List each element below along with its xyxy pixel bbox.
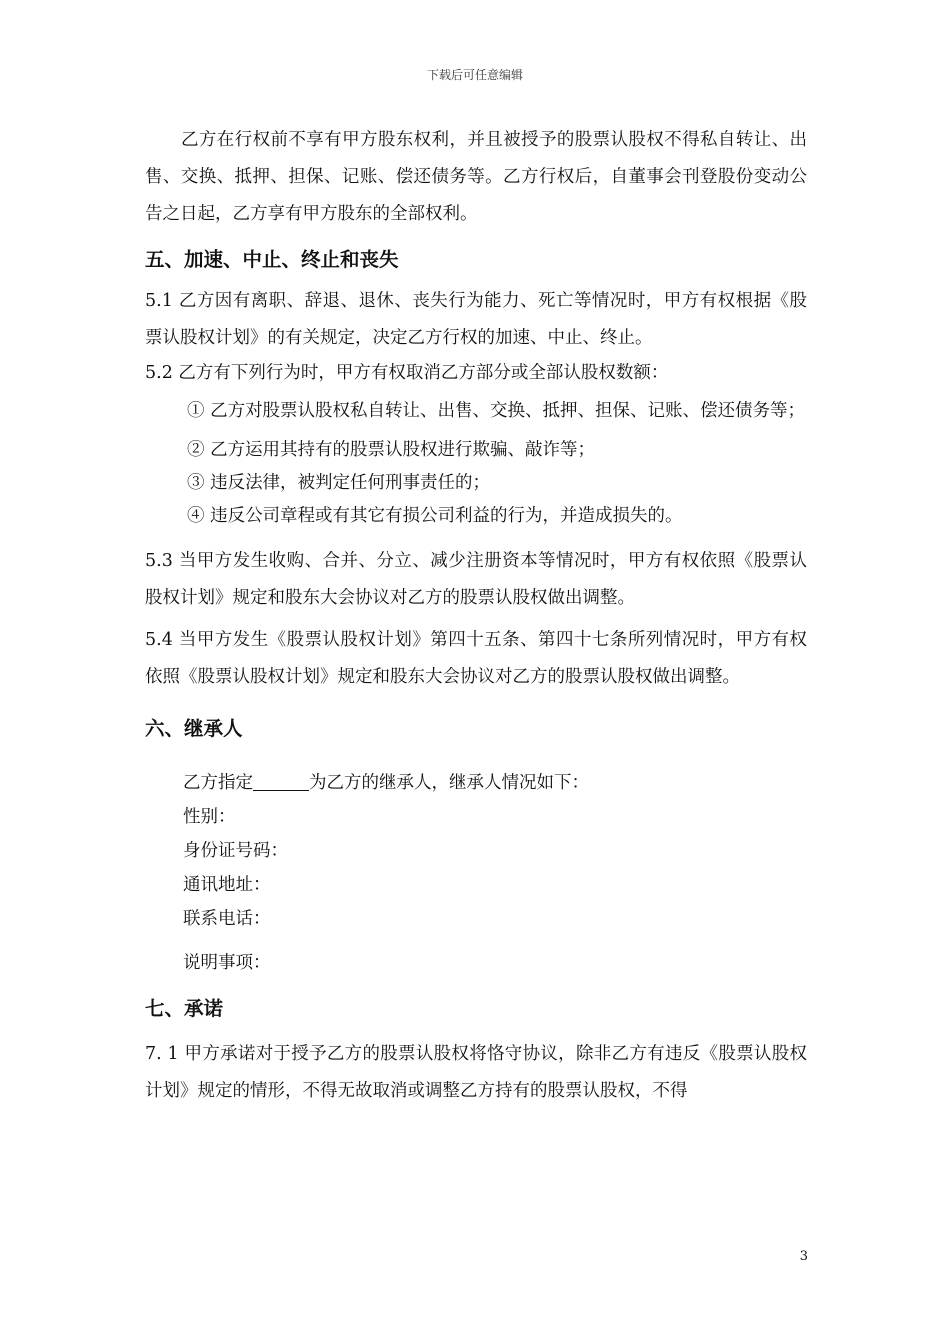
section-6-heading: 六、继承人: [145, 717, 243, 740]
clause-7-1: 7. 1 甲方承诺对于授予乙方的股票认股权将恪守协议，除非乙方有违反《股票认股权计划》规定的情形，不得无故取消或调整乙方持有的股票认股权，不得: [145, 1044, 807, 1101]
clause-5-2-item-2: ② 乙方运用其持有的股票认股权进行欺骗、敲诈等；: [187, 440, 596, 460]
heir-notes-field: 说明事项：: [183, 953, 271, 973]
section-7-heading: 七、承诺: [145, 997, 224, 1020]
heir-gender-field: 性别：: [183, 807, 236, 827]
document-body: [145, 120, 807, 1110]
heir-name-blank: [253, 770, 309, 791]
clause-5-4: 5.4 当甲方发生《股票认股权计划》第四十五条、第四十七条所列情况时，甲方有权依照《股票认股权计划》规定和股东大会协议对乙方的股票认股权做出调整。: [145, 630, 807, 687]
clause-5-2: 5.2 乙方有下列行为时，甲方有权取消乙方部分或全部认股权数额：: [145, 363, 669, 383]
heir-address-field: 通讯地址：: [183, 875, 271, 895]
clause-5-2-item-3: ③ 违反法律，被判定任何刑事责任的；: [187, 473, 491, 493]
clause-5-2-item-4: ④ 违反公司章程或有其它有损公司利益的行为，并造成损失的。: [187, 506, 683, 526]
section-5-heading: 五、加速、中止、终止和丧失: [145, 248, 399, 271]
heir-designation: [145, 766, 807, 800]
page-number: 3: [799, 1249, 808, 1264]
page-header: 下载后可任意编辑: [426, 68, 523, 82]
heir-phone-field: 联系电话：: [183, 909, 271, 929]
clause-5-3: 5.3 当甲方发生收购、合并、分立、减少注册资本等情况时，甲方有权依照《股票认股权计划》规定和股东大会协议对乙方的股票认股权做出调整。: [145, 551, 807, 608]
clause-5-1: 5.1 乙方因有离职、辞退、退休、丧失行为能力、死亡等情况时，甲方有权根据《股票认股权计划》的有关规定，决定乙方行权的加速、中止、终止。: [145, 291, 807, 348]
heir-id-number-field: 身份证号码：: [183, 841, 288, 861]
heir-designation-prefix: 乙方指定: [183, 773, 253, 793]
clause-5-2-item-1: ① 乙方对股票认股权私自转让、出售、交换、抵押、担保、记账、偿还债务等；: [187, 401, 806, 421]
heir-designation-suffix: 为乙方的继承人，继承人情况如下：: [309, 773, 589, 793]
intro-paragraph: 乙方在行权前不享有甲方股东权利，并且被授予的股票认股权不得私自转让、出售、交换、抵押、担保、记账、偿还债务等。乙方行权后，自董事会刊登股份变动公告之日起，乙方享有甲方股东的全部权利。: [145, 130, 807, 224]
